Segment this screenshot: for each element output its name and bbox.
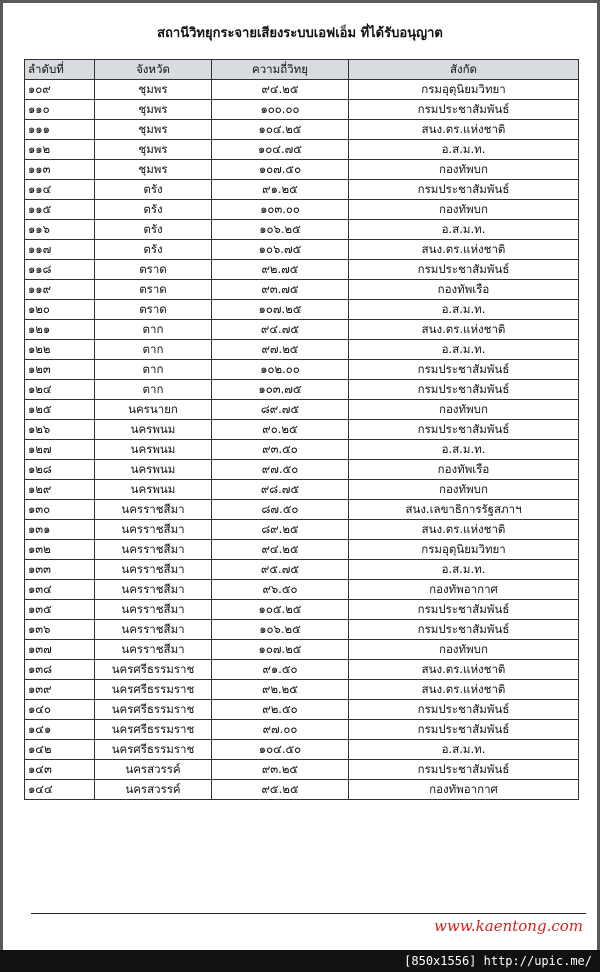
column-header-province: จังหวัด xyxy=(95,60,212,80)
affiliation-cell: กรมอุตุนิยมวิทยา xyxy=(349,80,579,100)
table-row xyxy=(25,640,579,660)
order-number-cell: ๑๓๔ xyxy=(25,580,95,600)
affiliation-cell: กรมประชาสัมพันธ์ xyxy=(349,760,579,780)
province-cell: ตรัง xyxy=(95,240,212,260)
affiliation-cell: สนง.ตร.แห่งชาติ xyxy=(349,520,579,540)
affiliation-cell: กรมประชาสัมพันธ์ xyxy=(349,260,579,280)
frequency-cell: ๙๗.๕๐ xyxy=(212,460,349,480)
order-number-cell: ๑๔๓ xyxy=(25,760,95,780)
table-row xyxy=(25,540,579,560)
frequency-cell: ๘๙.๒๕ xyxy=(212,520,349,540)
order-number-cell: ๑๑๘ xyxy=(25,260,95,280)
affiliation-cell: กรมประชาสัมพันธ์ xyxy=(349,360,579,380)
province-cell: นครราชสีมา xyxy=(95,640,212,660)
table-row xyxy=(25,460,579,480)
table-row xyxy=(25,160,579,180)
table-row xyxy=(25,240,579,260)
table-row xyxy=(25,760,579,780)
affiliation-cell: อ.ส.ม.ท. xyxy=(349,440,579,460)
table-row xyxy=(25,560,579,580)
affiliation-cell: อ.ส.ม.ท. xyxy=(349,140,579,160)
column-header-order: ลำดับที่ xyxy=(25,60,95,80)
table-row xyxy=(25,400,579,420)
province-cell: ชุมพร xyxy=(95,160,212,180)
order-number-cell: ๑๒๒ xyxy=(25,340,95,360)
province-cell: นครพนม xyxy=(95,420,212,440)
table-row xyxy=(25,300,579,320)
province-cell: นครนายก xyxy=(95,400,212,420)
order-number-cell: ๑๑๑ xyxy=(25,120,95,140)
province-cell: ชุมพร xyxy=(95,100,212,120)
affiliation-cell: กรมประชาสัมพันธ์ xyxy=(349,180,579,200)
affiliation-cell: กองทัพบก xyxy=(349,200,579,220)
order-number-cell: ๑๒๖ xyxy=(25,420,95,440)
order-number-cell: ๑๑๕ xyxy=(25,200,95,220)
frequency-cell: ๙๓.๗๕ xyxy=(212,280,349,300)
table-row xyxy=(25,520,579,540)
order-number-cell: ๑๓๕ xyxy=(25,600,95,620)
province-cell: นครราชสีมา xyxy=(95,500,212,520)
order-number-cell: ๑๓๗ xyxy=(25,640,95,660)
frequency-cell: ๑๐๖.๒๕ xyxy=(212,620,349,640)
table-row xyxy=(25,360,579,380)
order-number-cell: ๑๓๐ xyxy=(25,500,95,520)
province-cell: ตรัง xyxy=(95,180,212,200)
frequency-cell: ๙๕.๗๕ xyxy=(212,560,349,580)
frequency-cell: ๑๐๔.๗๕ xyxy=(212,140,349,160)
order-number-cell: ๑๒๑ xyxy=(25,320,95,340)
affiliation-cell: กองทัพบก xyxy=(349,480,579,500)
affiliation-cell: กรมประชาสัมพันธ์ xyxy=(349,420,579,440)
order-number-cell: ๑๔๒ xyxy=(25,740,95,760)
table-row xyxy=(25,680,579,700)
order-number-cell: ๑๒๐ xyxy=(25,300,95,320)
frequency-cell: ๙๗.๐๐ xyxy=(212,720,349,740)
frequency-cell: ๙๒.๗๕ xyxy=(212,260,349,280)
affiliation-cell: อ.ส.ม.ท. xyxy=(349,220,579,240)
frequency-cell: ๙๐.๒๕ xyxy=(212,420,349,440)
frequency-cell: ๙๑.๕๐ xyxy=(212,660,349,680)
affiliation-cell: กรมประชาสัมพันธ์ xyxy=(349,720,579,740)
frequency-cell: ๑๐๗.๕๐ xyxy=(212,160,349,180)
affiliation-cell: กรมอุตุนิยมวิทยา xyxy=(349,540,579,560)
table-row xyxy=(25,380,579,400)
watermark-text: www.kaentong.com xyxy=(434,917,583,935)
table-row xyxy=(25,580,579,600)
province-cell: ชุมพร xyxy=(95,120,212,140)
order-number-cell: ๑๒๕ xyxy=(25,400,95,420)
province-cell: นครศรีธรรมราช xyxy=(95,660,212,680)
province-cell: ตาก xyxy=(95,360,212,380)
province-cell: ชุมพร xyxy=(95,140,212,160)
table-row xyxy=(25,780,579,800)
province-cell: นครพนม xyxy=(95,480,212,500)
table-row xyxy=(25,80,579,100)
province-cell: นครราชสีมา xyxy=(95,560,212,580)
table-row xyxy=(25,660,579,680)
frequency-cell: ๙๔.๗๕ xyxy=(212,320,349,340)
province-cell: นครพนม xyxy=(95,440,212,460)
frequency-cell: ๑๐๓.๐๐ xyxy=(212,200,349,220)
table-row xyxy=(25,480,579,500)
affiliation-cell: สนง.ตร.แห่งชาติ xyxy=(349,320,579,340)
table-row xyxy=(25,600,579,620)
frequency-cell: ๑๐๓.๗๕ xyxy=(212,380,349,400)
affiliation-cell: สนง.ตร.แห่งชาติ xyxy=(349,120,579,140)
affiliation-cell: อ.ส.ม.ท. xyxy=(349,300,579,320)
affiliation-cell: กองทัพบก xyxy=(349,400,579,420)
frequency-cell: ๑๐๐.๐๐ xyxy=(212,100,349,120)
order-number-cell: ๑๔๐ xyxy=(25,700,95,720)
province-cell: นครพนม xyxy=(95,460,212,480)
table-row xyxy=(25,700,579,720)
order-number-cell: ๑๑๓ xyxy=(25,160,95,180)
frequency-cell: ๙๒.๕๐ xyxy=(212,700,349,720)
frequency-cell: ๑๐๔.๒๕ xyxy=(212,120,349,140)
frequency-cell: ๘๙.๗๕ xyxy=(212,400,349,420)
affiliation-cell: สนง.ตร.แห่งชาติ xyxy=(349,240,579,260)
affiliation-cell: อ.ส.ม.ท. xyxy=(349,340,579,360)
frequency-cell: ๑๐๖.๒๕ xyxy=(212,220,349,240)
table-row xyxy=(25,280,579,300)
table-header-row xyxy=(25,60,579,80)
province-cell: ชุมพร xyxy=(95,80,212,100)
frequency-cell: ๑๐๕.๒๕ xyxy=(212,600,349,620)
column-header-frequency: ความถี่วิทยุ xyxy=(212,60,349,80)
order-number-cell: ๑๑๖ xyxy=(25,220,95,240)
affiliation-cell: กรมประชาสัมพันธ์ xyxy=(349,380,579,400)
affiliation-cell: กองทัพเรือ xyxy=(349,460,579,480)
table-row xyxy=(25,220,579,240)
order-number-cell: ๑๒๘ xyxy=(25,460,95,480)
frequency-cell: ๑๐๔.๕๐ xyxy=(212,740,349,760)
table-row xyxy=(25,200,579,220)
table-row xyxy=(25,420,579,440)
frequency-cell: ๙๒.๒๕ xyxy=(212,680,349,700)
column-header-affiliation: สังกัด xyxy=(349,60,579,80)
fm-stations-table xyxy=(24,59,579,800)
frequency-cell: ๘๗.๕๐ xyxy=(212,500,349,520)
frequency-cell: ๙๓.๒๕ xyxy=(212,760,349,780)
order-number-cell: ๑๑๐ xyxy=(25,100,95,120)
table-row xyxy=(25,260,579,280)
frequency-cell: ๑๐๒.๐๐ xyxy=(212,360,349,380)
affiliation-cell: สนง.ตร.แห่งชาติ xyxy=(349,660,579,680)
province-cell: ตรัง xyxy=(95,220,212,240)
table-row xyxy=(25,120,579,140)
document-page xyxy=(3,3,597,950)
frequency-cell: ๑๐๖.๗๕ xyxy=(212,240,349,260)
affiliation-cell: กองทัพเรือ xyxy=(349,280,579,300)
order-number-cell: ๑๐๙ xyxy=(25,80,95,100)
order-number-cell: ๑๔๔ xyxy=(25,780,95,800)
table-row xyxy=(25,740,579,760)
province-cell: ตราด xyxy=(95,300,212,320)
frequency-cell: ๙๔.๒๕ xyxy=(212,540,349,560)
image-host-badge: [850x1556] http://upic.me/ xyxy=(0,950,600,972)
frequency-cell: ๑๐๗.๒๕ xyxy=(212,300,349,320)
order-number-cell: ๑๒๗ xyxy=(25,440,95,460)
province-cell: นครศรีธรรมราช xyxy=(95,740,212,760)
province-cell: นครศรีธรรมราช xyxy=(95,700,212,720)
province-cell: ตราด xyxy=(95,280,212,300)
order-number-cell: ๑๓๘ xyxy=(25,660,95,680)
order-number-cell: ๑๒๓ xyxy=(25,360,95,380)
affiliation-cell: อ.ส.ม.ท. xyxy=(349,560,579,580)
table-row xyxy=(25,180,579,200)
province-cell: ตาก xyxy=(95,380,212,400)
frequency-cell: ๙๔.๒๕ xyxy=(212,80,349,100)
order-number-cell: ๑๑๒ xyxy=(25,140,95,160)
affiliation-cell: กองทัพบก xyxy=(349,160,579,180)
affiliation-cell: อ.ส.ม.ท. xyxy=(349,740,579,760)
province-cell: นครศรีธรรมราช xyxy=(95,680,212,700)
province-cell: นครราชสีมา xyxy=(95,520,212,540)
order-number-cell: ๑๓๒ xyxy=(25,540,95,560)
order-number-cell: ๑๒๙ xyxy=(25,480,95,500)
order-number-cell: ๑๔๑ xyxy=(25,720,95,740)
table-row xyxy=(25,440,579,460)
frequency-cell: ๙๕.๒๕ xyxy=(212,780,349,800)
affiliation-cell: กรมประชาสัมพันธ์ xyxy=(349,700,579,720)
frequency-cell: ๙๖.๕๐ xyxy=(212,580,349,600)
frequency-cell: ๙๘.๗๕ xyxy=(212,480,349,500)
province-cell: ตาก xyxy=(95,340,212,360)
province-cell: นครราชสีมา xyxy=(95,580,212,600)
order-number-cell: ๑๑๙ xyxy=(25,280,95,300)
affiliation-cell: กรมประชาสัมพันธ์ xyxy=(349,600,579,620)
order-number-cell: ๑๑๔ xyxy=(25,180,95,200)
table-row xyxy=(25,340,579,360)
table-row xyxy=(25,720,579,740)
province-cell: นครสวรรค์ xyxy=(95,780,212,800)
order-number-cell: ๑๓๑ xyxy=(25,520,95,540)
order-number-cell: ๑๓๖ xyxy=(25,620,95,640)
province-cell: นครราชสีมา xyxy=(95,540,212,560)
province-cell: ตาก xyxy=(95,320,212,340)
table-row xyxy=(25,500,579,520)
order-number-cell: ๑๑๗ xyxy=(25,240,95,260)
affiliation-cell: กองทัพอากาศ xyxy=(349,580,579,600)
province-cell: นครศรีธรรมราช xyxy=(95,720,212,740)
affiliation-cell: กองทัพอากาศ xyxy=(349,780,579,800)
order-number-cell: ๑๓๓ xyxy=(25,560,95,580)
frequency-cell: ๙๓.๕๐ xyxy=(212,440,349,460)
province-cell: ตราด xyxy=(95,260,212,280)
province-cell: ตรัง xyxy=(95,200,212,220)
table-row xyxy=(25,140,579,160)
affiliation-cell: สนง.เลขาธิการรัฐสภาฯ xyxy=(349,500,579,520)
table-row xyxy=(25,100,579,120)
affiliation-cell: สนง.ตร.แห่งชาติ xyxy=(349,680,579,700)
order-number-cell: ๑๓๙ xyxy=(25,680,95,700)
affiliation-cell: กรมประชาสัมพันธ์ xyxy=(349,100,579,120)
frequency-cell: ๙๑.๒๕ xyxy=(212,180,349,200)
frequency-cell: ๙๗.๒๕ xyxy=(212,340,349,360)
table-row xyxy=(25,620,579,640)
province-cell: นครสวรรค์ xyxy=(95,760,212,780)
province-cell: นครราชสีมา xyxy=(95,620,212,640)
affiliation-cell: กรมประชาสัมพันธ์ xyxy=(349,620,579,640)
document-title: สถานีวิทยุกระจายเสียงระบบเอฟเอ็ม ที่ได้รับอนุญาต xyxy=(157,26,443,41)
affiliation-cell: กองทัพบก xyxy=(349,640,579,660)
order-number-cell: ๑๒๔ xyxy=(25,380,95,400)
footer-divider xyxy=(31,913,586,914)
table-row xyxy=(25,320,579,340)
province-cell: นครราชสีมา xyxy=(95,600,212,620)
frequency-cell: ๑๐๗.๒๕ xyxy=(212,640,349,660)
